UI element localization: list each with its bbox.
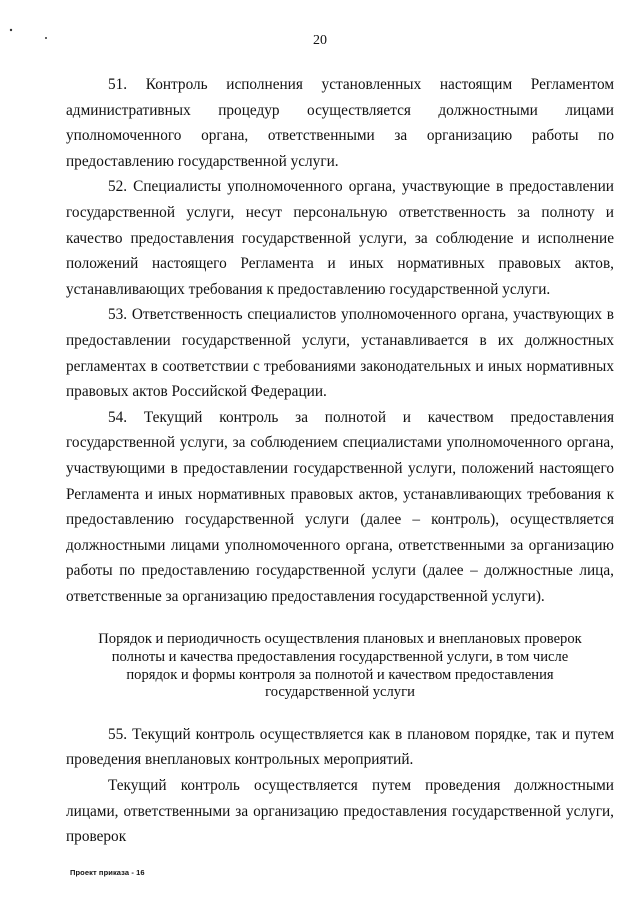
page-number: 20 [313, 33, 327, 48]
paragraph-54: 54. Текущий контроль за полнотой и качеством предоставления государственной услуги, за соблюдением специалистами уполномоченного органа, участвующими в предоставлении государственной услуги, положений настоящего Регламента и иных нормативных правовых актов, устанавливающих требования к предоставлению государственной услуги (далее – контроль), осуществляется должностными лицами уполномоченного органа, ответственными за организацию работы по предоставлению государственной услуги (далее – должностные лица, ответственные за организацию предоставления государственной услуги). [66, 408, 614, 605]
paragraph-current-control: Текущий контроль осуществляется путем проведения должностными лицами, ответственными за организацию предоставления государственной услуги, проверок [66, 777, 614, 846]
footer-label: Проект приказа - 16 [70, 868, 145, 877]
document-body [66, 72, 614, 850]
paragraph-52: 52. Специалисты уполномоченного органа, участвующие в предоставлении государственной услуги, несут персональную ответственность за полноту и качество предоставления государственной услуги, за соблюдение и исполнение положений настоящего Регламента и иных нормативных правовых актов, устанавливающих требования к предоставлению государственной услуги. [66, 178, 614, 298]
paragraph-51: 51. Контроль исполнения установленных настоящим Регламентом административных процедур осуществляется должностными лицами уполномоченного органа, ответственными за организацию работы по предоставлению государственной услуги. [66, 76, 614, 170]
section-heading: Порядок и периодичность осуществления плановых и внеплановых проверок полноты и качества предоставления государственной услуги, в том числе порядок и формы контроля за полнотой и качеством предоставления государственной услуги [98, 631, 582, 701]
paragraph-53: 53. Ответственность специалистов уполномоченного органа, участвующих в предоставлении государственной услуги, устанавливается в их должностных регламентах в соответствии с требованиями законодательных и иных нормативных правовых актов Российской Федерации. [66, 306, 614, 401]
paragraph-55: 55. Текущий контроль осуществляется как в плановом порядке, так и путем проведения внеплановых контрольных мероприятий. [66, 725, 614, 769]
